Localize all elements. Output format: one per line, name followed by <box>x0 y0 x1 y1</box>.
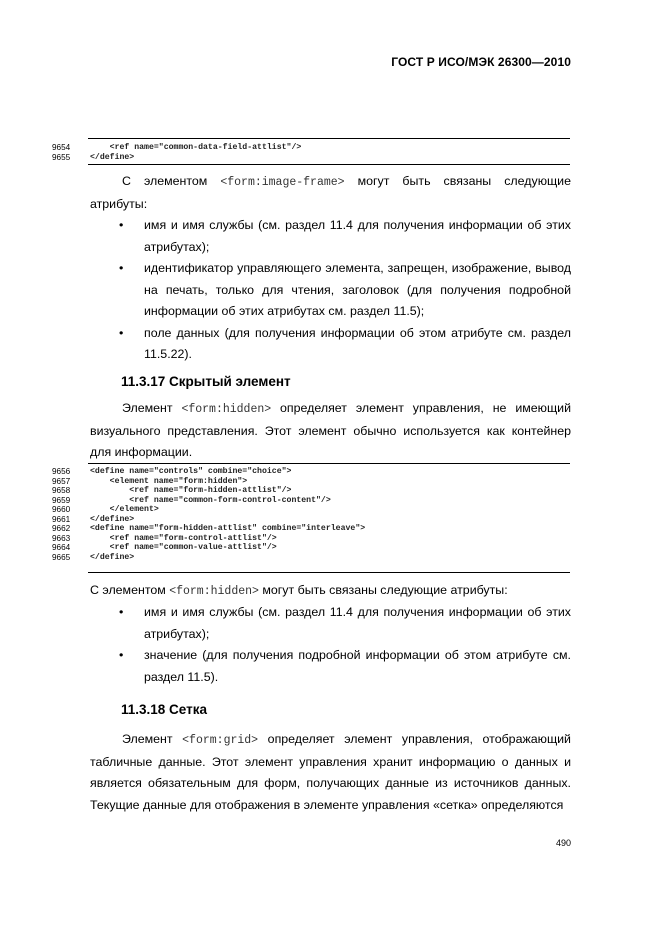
paragraph-hidden: Элемент <form:hidden> определяет элемент управления, не имеющий визуального представления. Этот элемент обычно используется как контейнер для информации. <box>90 401 571 459</box>
line-number: 9659 <box>52 495 71 505</box>
code-text: <element name="form:hidden"> <box>90 476 248 486</box>
list-item: • имя и имя службы (см. раздел 11.4 для получения информации об этих атрибутах); <box>119 218 571 254</box>
code-text: <define name="controls" combine="choice"> <box>90 467 292 476</box>
page-number: 490 <box>555 838 571 848</box>
bullet-list-image-frame <box>90 215 571 366</box>
paragraph-hidden-attrs: С элементом <form:hidden> могут быть связаны следующие атрибуты: <box>90 583 508 598</box>
line-number: 9664 <box>52 543 71 552</box>
code-text: <define name="form-hidden-attlist" combine="interleave"> <box>90 524 366 533</box>
section-heading-hidden: 11.3.17 Скрытый элемент <box>121 374 291 389</box>
line-number: 9661 <box>52 514 71 524</box>
list-item: • поле данных (для получения информации об этом атрибуте см. раздел 11.5.22). <box>119 325 571 361</box>
inline-code: <form:grid> <box>182 734 259 747</box>
line-number: 9655 <box>52 152 71 162</box>
paragraph-image-frame: С элементом <form:image-frame> могут быть связаны следующие атрибуты: <box>90 174 571 211</box>
code-text: <ref name="common-data-field-attlist"/> <box>90 143 302 152</box>
inline-code: <form:hidden> <box>181 403 272 416</box>
code-text: </define> <box>90 152 135 162</box>
line-number: 9660 <box>52 505 71 514</box>
list-item: • имя и имя службы (см. раздел 11.4 для получения информации об этих атрибутах); <box>119 605 571 641</box>
line-number: 9654 <box>52 143 71 152</box>
code-text: </define> <box>90 552 135 562</box>
list-item: • идентификатор управляющего элемента, запрещен, изображение, вывод на печать, только для чтения, заголовок (для получения подробной информации об этих атрибутах см. раздел 11.5); <box>119 261 571 318</box>
bullet-list-hidden <box>90 602 571 688</box>
section-heading-grid: 11.3.18 Сетка <box>121 702 208 717</box>
code-top-rule <box>88 463 570 464</box>
line-number: 9656 <box>52 467 71 476</box>
inline-code: <form:hidden> <box>169 585 259 598</box>
code-bottom-rule <box>88 164 570 165</box>
code-top-rule <box>88 138 570 139</box>
line-number: 9665 <box>52 552 71 562</box>
inline-code: <form:image-frame> <box>220 176 345 189</box>
code-text: <ref name="form-control-attlist"/> <box>90 533 277 543</box>
line-number: 9663 <box>52 533 71 543</box>
code-text: <ref name="form-hidden-attlist"/> <box>90 486 292 495</box>
code-text: <ref name="common-value-attlist"/> <box>90 543 277 552</box>
list-item: • значение (для получения подробной информации об этом атрибуте см. раздел 11.5). <box>119 648 571 684</box>
line-number: 9662 <box>52 524 71 533</box>
document-header: ГОСТ Р ИСО/МЭК 26300—2010 <box>391 55 571 69</box>
code-text: <ref name="common-form-control-content"/> <box>90 495 331 505</box>
line-number: 9657 <box>52 476 71 486</box>
paragraph-grid: Элемент <form:grid> определяет элемент управления, отображающий табличные данные. Этот элемент управления хранит информацию о данных и является обязательным для форм, получающих данные из источников данных. Текущие данные для отображения в элементе управления «сетка» определяются <box>90 732 571 812</box>
code-text: </element> <box>90 505 159 514</box>
code-text: </define> <box>90 514 135 524</box>
code-bottom-rule <box>88 572 570 573</box>
line-number: 9658 <box>52 486 71 495</box>
